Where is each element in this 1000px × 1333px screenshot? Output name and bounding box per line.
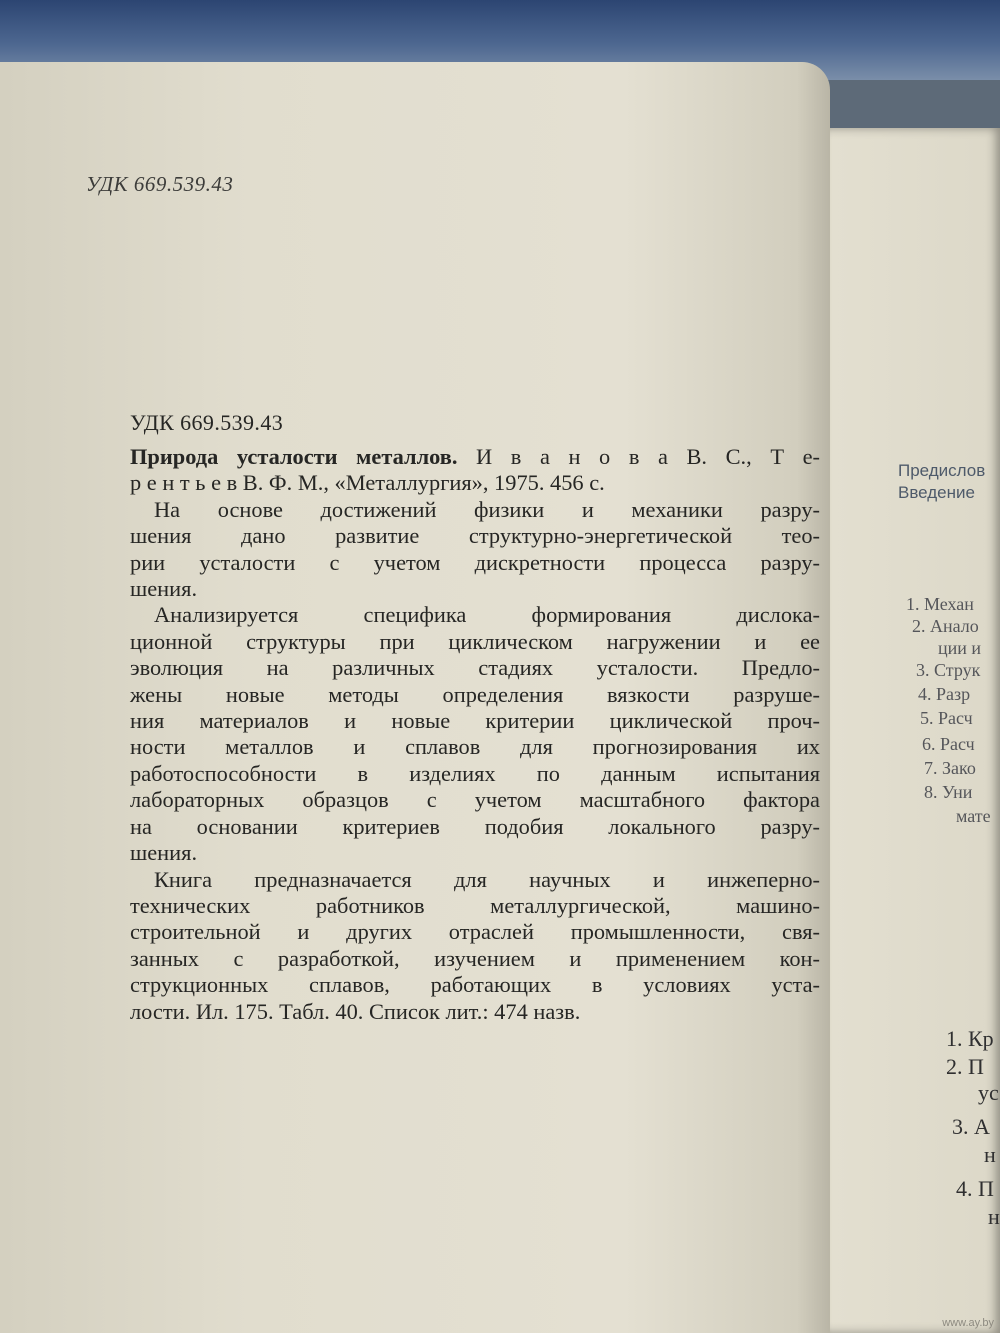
toc-entry: ции и: [938, 638, 982, 658]
toc-entry: 2. Анало: [912, 616, 979, 636]
text-line: лабораторных образцов с учетом масштабного фактора: [130, 787, 820, 813]
abstract-paragraph-2: [130, 602, 820, 866]
text-line: работоспособности в изделиях по данным испытания: [130, 760, 820, 786]
toc-entry: 1. Кр: [946, 1026, 994, 1051]
toc-entry: мате: [956, 806, 991, 826]
text-line: На основе достижений физики и механики разру-: [154, 496, 820, 522]
catalog-card: [130, 410, 820, 1025]
abstract-paragraph-3: [130, 867, 820, 1025]
toc-entry: Введение: [898, 483, 975, 502]
toc-entry: Предислов: [898, 461, 986, 480]
text-line: лости. Ил. 175. Табл. 40. Список лит.: 474 назв.: [130, 998, 581, 1024]
abstract-paragraph-1: [130, 497, 820, 603]
text-line: шения.: [130, 576, 198, 602]
authors: И в а н о в а В. С., Т е-: [457, 444, 820, 469]
toc-entry: 8. Уни: [924, 782, 973, 802]
text-line: р е н т ь е в В. Ф. М., «Металлургия», 1975. 456 с.: [130, 470, 605, 496]
toc-entry: н: [984, 1142, 996, 1167]
toc-entry: ус: [978, 1080, 999, 1105]
book-title: Природа усталости металлов.: [130, 444, 458, 469]
text-line: занных с разработкой, изучением и применением кон-: [130, 945, 820, 971]
toc-entry: 3. Струк: [916, 660, 981, 680]
text-line: ности металлов и сплавов для прогнозирования их: [130, 734, 820, 760]
toc-entry: 6. Расч: [922, 734, 975, 754]
udk-code: УДК 669.539.43: [130, 410, 284, 435]
bibliographic-entry: [130, 444, 820, 497]
toc-entry: 5. Расч: [920, 708, 973, 728]
toc-entry: н: [988, 1204, 1000, 1229]
text-line: рии усталости с учетом дискретности процесса разру-: [130, 549, 820, 575]
text-line: Книга предназначается для научных и инжеперно-: [154, 866, 820, 892]
text-line: технических работников металлургической, машино-: [130, 892, 820, 918]
right-page: [818, 128, 1000, 1333]
text-line: Анализируется специфика формирования дислока-: [154, 602, 820, 628]
text-line: на основании критериев подобия локального разру-: [130, 813, 820, 839]
toc-entry: 4. Разр: [918, 684, 971, 704]
text-line: строительной и других отраслей промышленности, свя-: [130, 919, 820, 945]
toc-entry: 7. Зако: [924, 758, 976, 778]
text-line: ционной структуры при циклическом нагружении и ее: [130, 628, 820, 654]
text-line: жены новые методы определения вязкости разруше-: [130, 681, 820, 707]
toc-entry: 1. Механ: [906, 594, 974, 614]
watermark: www.ay.by: [942, 1317, 994, 1329]
text-line: шения.: [130, 840, 198, 866]
toc-entry: 2. П: [946, 1054, 984, 1079]
text-line: [130, 444, 820, 470]
toc-entry: 3. А: [952, 1114, 990, 1139]
text-line: струкционных сплавов, работающих в условиях уста-: [130, 972, 820, 998]
text-line: шения дано развитие структурно-энергетической тео-: [130, 523, 820, 549]
text-line: ния материалов и новые критерии циклической проч-: [130, 708, 820, 734]
text-line: эволюция на различных стадиях усталости. Предло-: [130, 655, 820, 681]
udk-code-top: УДК 669.539.43: [86, 172, 234, 196]
toc-entry: 4. П: [956, 1176, 994, 1201]
